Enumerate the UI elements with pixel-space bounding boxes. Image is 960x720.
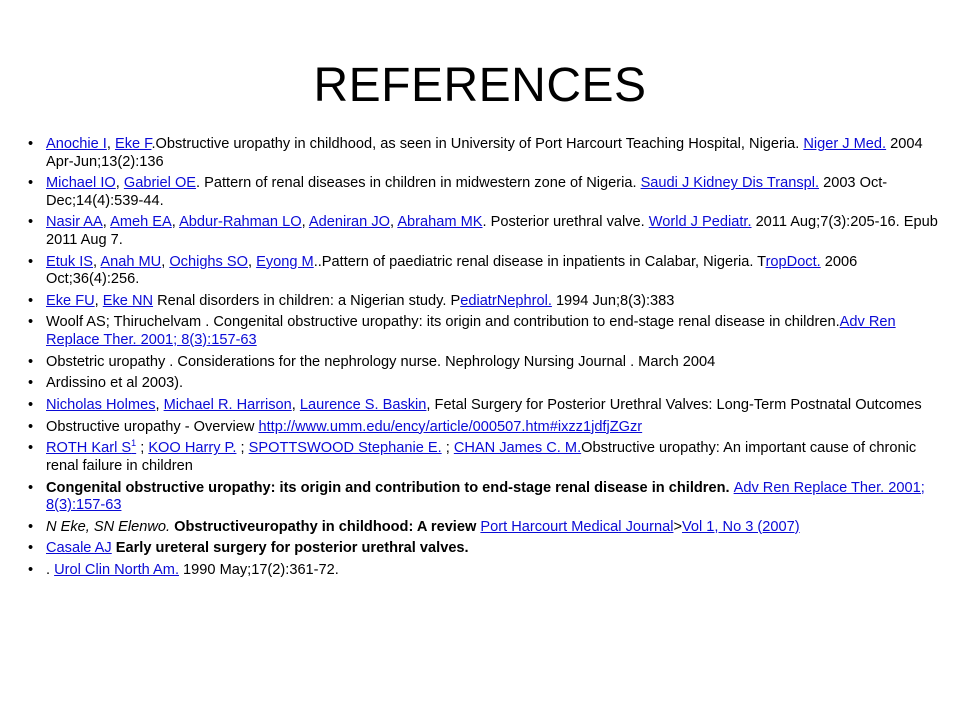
reference-text: Obstructive uropathy - Overview [46,418,259,435]
reference-text: Obstructiveuropathy in childhood: A review [174,518,481,535]
reference-authors: N Eke, SN Elenwo. [46,518,175,535]
list-item: • Michael IO, Gabriel OE. Pattern of renal diseases in children in midwestern zone of Nigeria. Saudi J Kidney Dis Transpl. 2003 Oct-Dec;14(4):539-44. [28,175,940,210]
list-item [28,480,940,515]
volume-link[interactable]: Vol 1, No 3 (2007) [681,518,800,535]
reference-text: . Pattern of renal diseases in children in midwestern zone of Nigeria. [196,175,641,192]
author-link[interactable]: Laurence S. Baskin [299,397,427,413]
journal-link[interactable]: Adv Ren Replace Ther. 2001; 8(3):157-63 [46,314,896,348]
list-item [28,314,940,349]
author-link[interactable]: Ameh EA [110,214,172,231]
reference-text: Ardissino et al 2003). [46,375,184,392]
reference-text: 1994 Jun;8(3):383 [551,292,675,309]
reference-text: 2003 Oct-Dec;14(4):539-44. [46,175,888,209]
reference-text: Early ureteral surgery for posterior urethral valves. [111,540,469,557]
author-link[interactable]: Michael IO [46,175,116,192]
journal-link[interactable]: ediatrNephrol. [460,292,552,309]
list-item [28,354,940,372]
page-title: REFERENCES [313,59,647,112]
list-item: • Nicholas Holmes, Michael R. Harrison, Laurence S. Baskin, Fetal Surgery for Posterior Urethral Valves: Long-Term Postnatal Outcomes [28,397,940,415]
reference-text: Obstetric uropathy . Considerations for the nephrology nurse. Nephrology Nursing Journal . March 2004 [46,353,716,370]
author-link[interactable]: Anochie I [46,136,107,152]
author-link[interactable]: Nasir AA [46,214,103,231]
author-link[interactable]: CHAN James C. M. [453,440,582,457]
author-link[interactable]: Eke F [114,136,152,152]
reference-text: Congenital obstructive uropathy: its origin and contribution to end-stage renal disease in children. [46,479,734,496]
reference-text: 1990 May;17(2):361-72. [179,562,339,579]
list-item [28,540,940,558]
list-item: • Etuk IS, Anah MU, Ochighs SO, Eyong M..Pattern of paediatric renal disease in inpatients in Calabar, Nigeria. TropDoct. 2006 Oct;36(4):256. [28,254,940,289]
url-link[interactable]: http://www.umm.edu/ency/article/000507.htm#ixzz1jdfjZGzr [258,418,643,435]
list-item: • Nasir AA, Ameh EA, Abdur-Rahman LO, Adeniran JO, Abraham MK. Posterior urethral valve. World J Pediatr. 2011 Aug;7(3):205-16. Epub 2011 Aug 7. [28,214,940,249]
journal-link[interactable]: Urol Clin North Am. [54,562,179,579]
author-link[interactable]: Abdur-Rahman LO [179,214,302,231]
journal-link[interactable]: World J Pediatr. [648,214,752,231]
list-item [28,419,940,437]
list-item: • Anochie I, Eke F.Obstructive uropathy in childhood, as seen in University of Port Harcourt Teaching Hospital, Nigeria. Niger J Med. 2004 Apr-Jun;13(2):136 [28,136,940,171]
author-link[interactable]: Eke FU [46,292,95,309]
reference-text: Renal disorders in children: a Nigerian study. P [153,292,461,309]
list-item [28,562,940,580]
author-link[interactable]: Abraham MK [397,214,483,231]
affiliation-superscript: 1 [131,438,137,449]
reference-text: , Fetal Surgery for Posterior Urethral Valves: Long-Term Postnatal Outcomes [426,397,922,413]
reference-text: . [46,562,55,579]
journal-link[interactable]: Niger J Med. [803,136,887,152]
author-link[interactable]: KOO Harry P. [148,440,237,457]
reference-text: ..Pattern of paediatric renal disease in inpatients in Calabar, Nigeria. T [313,253,766,270]
author-link[interactable]: SPOTTSWOOD Stephanie E. [248,440,442,457]
list-item: • N Eke, SN Elenwo. Obstructiveuropathy in childhood: A review Port Harcourt Medical Journal>Vol 1, No 3 (2007) [28,519,940,537]
author-link[interactable]: Eyong M [256,253,314,270]
references-list [28,136,940,584]
author-link[interactable]: Anah MU [100,253,162,270]
author-link[interactable]: Eke NN [102,292,154,309]
reference-text: .Obstructive uropathy in childhood, as seen in University of Port Harcourt Teaching Hospital, Nigeria. [151,136,804,152]
reference-text: Woolf AS; Thiruchelvam . Congenital obstructive uropathy: its origin and contribution to end-stage renal disease in children. [46,314,840,331]
author-link[interactable]: Michael R. Harrison [163,397,292,413]
reference-text: 2011 Aug;7(3):205-16. Epub 2011 Aug 7. [46,214,938,248]
list-item [28,375,940,393]
author-link[interactable]: ROTH Karl $S^1$ [46,438,137,457]
journal-link[interactable]: ropDoct. [765,253,821,270]
author-link[interactable]: Etuk IS [46,253,94,270]
journal-link[interactable]: Saudi J Kidney Dis Transpl. [640,175,820,192]
author-link[interactable]: Ochighs SO [169,253,248,270]
reference-text: . Posterior urethral valve. [482,214,649,231]
author-link[interactable]: Gabriel OE [123,175,197,192]
author-link[interactable]: Adeniran JO [308,214,390,231]
list-item: • Eke FU, Eke NN Renal disorders in children: a Nigerian study. PediatrNephrol. 1994 Jun;8(3):383 [28,293,940,311]
reference-text: 2006 Oct;36(4):256. [46,253,858,288]
reference-text: Obstructive uropathy: An important cause of chronic renal failure in children [46,440,917,474]
author-link[interactable]: Casale AJ [46,540,112,557]
reference-text: 2004 Apr-Jun;13(2):136 [46,136,923,170]
journal-link[interactable]: Port Harcourt Medical Journal [480,518,674,535]
journal-link[interactable]: Adv Ren Replace Ther. 2001; 8(3):157-63 [46,479,925,514]
list-item: • ROTH Karl $S^1$ ; KOO Harry P. ; SPOTTSWOOD Stephanie E. ; CHAN James C. M.Obstructive uropathy: An important cause of chronic renal failure in children [28,440,940,475]
author-link[interactable]: Nicholas Holmes [46,397,156,413]
